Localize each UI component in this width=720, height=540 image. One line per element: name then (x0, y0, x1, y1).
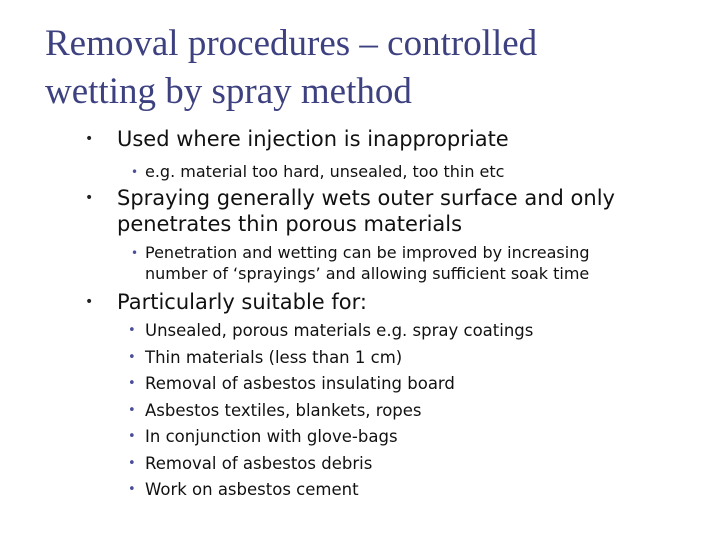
sub-bullet-penetration-cont (145, 264, 589, 284)
list-item-text: Removal of asbestos insulating board (145, 374, 455, 393)
bullet-dot-icon: • (128, 349, 136, 365)
list-item-text: In conjunction with glove-bags (145, 427, 398, 446)
bullet-dot-icon: • (128, 376, 136, 391)
bullet-dot-icon: • (128, 429, 136, 444)
list-item (128, 398, 422, 425)
bullet-dot-icon: • (128, 455, 136, 471)
list-item (128, 424, 398, 451)
bullet-dot-icon: • (85, 131, 94, 147)
list-item (128, 345, 403, 372)
sub-bullet-eg (131, 162, 505, 182)
list-item-text: Asbestos textiles, blankets, ropes (145, 400, 422, 420)
slide-title-line-1: Removal procedures – controlled (45, 23, 538, 64)
bullet-dot-icon: • (128, 323, 136, 338)
bullet-text: Used where injection is inappropriate (117, 127, 509, 151)
list-item (128, 451, 373, 478)
bullet-dot-icon: • (128, 402, 136, 418)
list-item-text: Removal of asbestos debris (145, 453, 373, 473)
sub-bullet-text-line-2: number of ‘sprayings’ and allowing sufficient soak time (145, 264, 590, 283)
bullet-used-where (85, 126, 509, 152)
list-item-text: Work on asbestos cement (145, 480, 359, 499)
sub-bullet-text-line-1: Penetration and wetting can be improved by increasing (145, 243, 590, 262)
bullet-spraying-cont (117, 211, 462, 237)
sub-bullet-text: e.g. material too hard, unsealed, too thin etc (145, 162, 505, 181)
sub-bullet-penetration (131, 243, 590, 263)
bullet-dot-icon: • (85, 190, 94, 206)
list-item-text: Unsealed, porous materials e.g. spray coatings (145, 321, 534, 340)
bullet-text-line-2: penetrates thin porous materials (117, 212, 463, 236)
slide-title-line-2: wetting by spray method (45, 71, 412, 112)
bullet-dot-icon: • (131, 246, 139, 260)
bullet-dot-icon: • (131, 165, 139, 179)
bullet-text: Particularly suitable for: (117, 290, 367, 314)
list-item (128, 371, 455, 398)
bullet-dot-icon: • (85, 294, 94, 310)
bullet-particularly (85, 289, 367, 315)
bullet-dot-icon: • (128, 482, 136, 497)
bullet-spraying (85, 185, 615, 211)
list-item (128, 477, 359, 504)
list-item-text: Thin materials (less than 1 cm) (145, 347, 403, 367)
list-item (128, 318, 534, 345)
bullet-text-line-1: Spraying generally wets outer surface and only (117, 186, 615, 210)
